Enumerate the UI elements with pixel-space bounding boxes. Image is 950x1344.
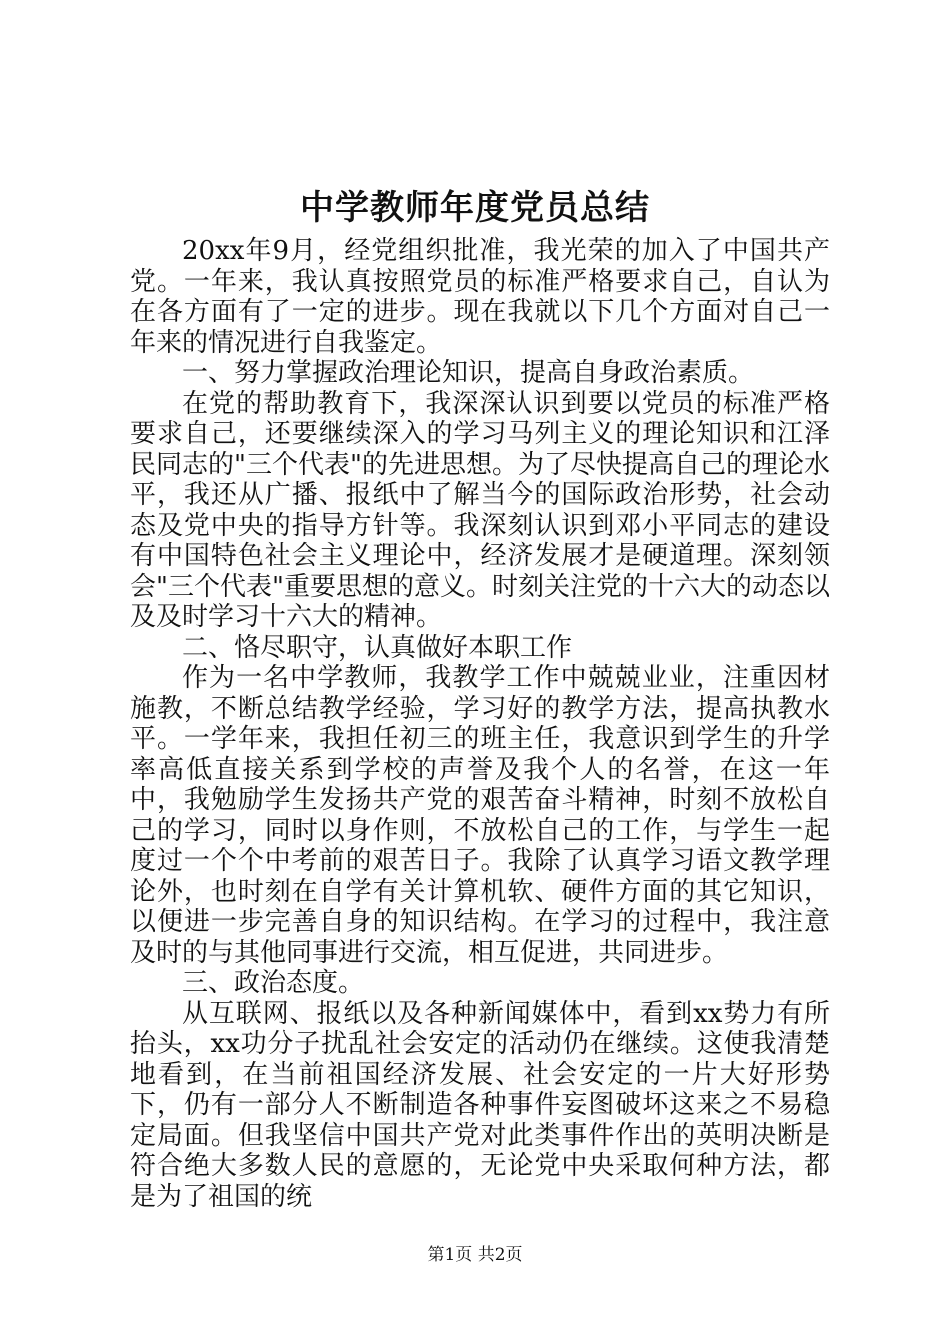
intro-paragraph: 20xx年9月，经党组织批准，我光荣的加入了中国共产党。一年来，我认真按照党员的标准严格要求自己，自认为在各方面有了一定的进步。现在我就以下几个方面对自己一年来的情况进行自我鉴定。: [130, 236, 830, 358]
document-body: [130, 236, 830, 1212]
section-paragraph-2: 作为一名中学教师，我教学工作中兢兢业业，注重因材施教，不断总结教学经验，学习好的教学方法，提高执教水平。一学年来，我担任初三的班主任，我意识到学生的升学率高低直接关系到学校的声誉及我个人的名誉，在这一年中，我勉励学生发扬共产党的艰苦奋斗精神，时刻不放松自己的学习，同时以身作则，不放松自己的工作，与学生一起度过一个个中考前的艰苦日子。我除了认真学习语文教学理论外，也时刻在自学有关计算机软、硬件方面的其它知识，以便进一步完善自身的知识结构。在学习的过程中，我注意及时的与其他同事进行交流，相互促进，共同进步。: [130, 663, 830, 968]
section-paragraph-3: 从互联网、报纸以及各种新闻媒体中，看到xx势力有所抬头，xx功分子扰乱社会安定的活动仍在继续。这使我清楚地看到，在当前祖国经济发展、社会安定的一片大好形势下，仍有一部分人不断制造各种事件妄图破坏这来之不易稳定局面。但我坚信中国共产党对此类事件作出的英明决断是符合绝大多数人民的意愿的，无论党中央采取何种方法，都是为了祖国的统: [130, 998, 830, 1212]
page-title: 中学教师年度党员总结: [300, 188, 650, 228]
section-heading-1: 一、努力掌握政治理论知识，提高自身政治素质。: [182, 358, 755, 388]
section-heading-3: 三、政治态度。: [182, 968, 365, 998]
page-footer: 第1页 共2页: [427, 1245, 523, 1265]
section-heading-2: 二、恪尽职守，认真做好本职工作: [182, 632, 573, 663]
section-paragraph-1: 在党的帮助教育下，我深深认识到要以党员的标准严格要求自己，还要继续深入的学习马列主义的理论知识和江泽民同志的"三个代表"的先进思想。为了尽快提高自己的理论水平，我还从广播、报纸中了解当今的国际政治形势，社会动态及党中央的指导方针等。我深刻认识到邓小平同志的建设有中国特色社会主义理论中，经济发展才是硬道理。深刻领会"三个代表"重要思想的意义。时刻关注党的十六大的动态以及及时学习十六大的精神。: [130, 388, 830, 632]
